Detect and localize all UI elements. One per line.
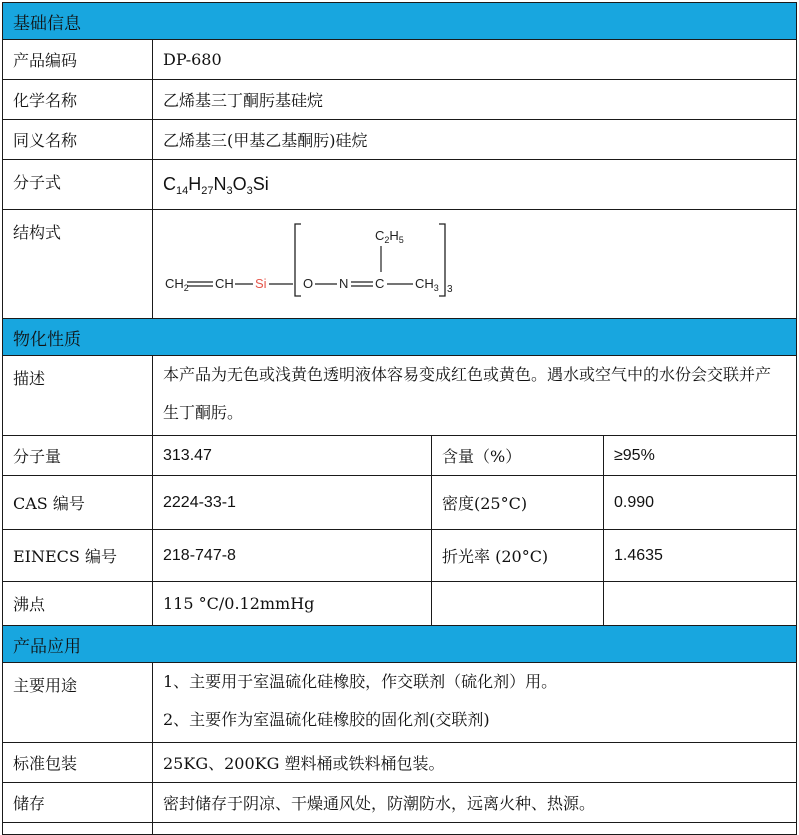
- packaging-value: 25KG、200KG 塑料桶或铁料桶包装。: [153, 743, 797, 783]
- section-title: 产品应用: [3, 626, 797, 663]
- cas-number-value: 2224-33-1: [153, 476, 432, 530]
- product-spec-table: [2, 2, 797, 835]
- ch-group: CH: [215, 276, 234, 291]
- nitrogen-atom: N: [339, 276, 349, 291]
- section-header-basic: [3, 3, 797, 40]
- row-label: 含量（%）: [432, 436, 604, 476]
- boiling-point-value: 115 °C/0.12mmHg: [153, 582, 432, 626]
- density-value: 0.990: [604, 476, 797, 530]
- repeat-count: 3: [447, 284, 453, 295]
- section-header-application: [3, 626, 797, 663]
- row-label: 分子式: [3, 160, 153, 210]
- row-label: EINECS 编号: [3, 530, 153, 582]
- row-label: CAS 编号: [3, 476, 153, 530]
- table-row: [3, 40, 797, 80]
- molecular-weight-value: 313.47: [153, 436, 432, 476]
- table-row: [3, 582, 797, 626]
- structural-formula: [153, 210, 797, 319]
- synonym-value: 乙烯基三(甲基乙基酮肟)硅烷: [153, 120, 797, 160]
- methyl-group: $CH_3$: [415, 276, 439, 293]
- row-label: 标准包装: [3, 743, 153, 783]
- section-title: 基础信息: [3, 3, 797, 40]
- row-label: 分子量: [3, 436, 153, 476]
- row-label: 结构式: [3, 210, 153, 319]
- section-title: 物化性质: [3, 319, 797, 356]
- product-code-value: DP-680: [153, 40, 797, 80]
- content-value: ≥95%: [604, 436, 797, 476]
- table-row: [3, 120, 797, 160]
- table-row: [3, 436, 797, 476]
- storage-value: 密封储存于阴凉、干燥通风处，防潮防水，远离火种、热源。: [153, 783, 797, 823]
- oxygen-atom: O: [303, 276, 314, 291]
- row-label: 储存: [3, 783, 153, 823]
- empty-cell: [604, 582, 797, 626]
- row-label: 折光率 (20°C): [432, 530, 604, 582]
- table-row: [3, 530, 797, 582]
- silicon-atom: Si: [255, 276, 267, 291]
- table-row: [3, 663, 797, 743]
- table-row: [3, 783, 797, 823]
- structure-diagram: [153, 210, 796, 314]
- einecs-number-value: 218-747-8: [153, 530, 432, 582]
- carbon-atom: C: [375, 276, 385, 291]
- table-row: [3, 160, 797, 210]
- main-use-value: [153, 663, 797, 743]
- left-bracket: [295, 224, 301, 296]
- use-item: 1、主要用于室温硫化硅橡胶，作交联剂（硫化剂）用。: [163, 672, 558, 691]
- table-row: [3, 210, 797, 319]
- ethyl-group: $C_2H_5$: [375, 228, 404, 245]
- section-header-physchem: [3, 319, 797, 356]
- row-label: 同义名称: [3, 120, 153, 160]
- row-label: 描述: [3, 356, 153, 436]
- row-label: 密度(25°C): [432, 476, 604, 530]
- row-label: 主要用途: [3, 663, 153, 743]
- right-bracket: [439, 224, 445, 296]
- row-label: 化学名称: [3, 80, 153, 120]
- row-label: 产品编码: [3, 40, 153, 80]
- table-row: [3, 356, 797, 436]
- use-item: 2、主要作为室温硫化硅橡胶的固化剂(交联剂): [163, 710, 490, 729]
- chemical-name-value: 乙烯基三丁酮肟基硅烷: [153, 80, 797, 120]
- row-label: 沸点: [3, 582, 153, 626]
- table-row: [3, 743, 797, 783]
- empty-cell: [432, 582, 604, 626]
- table-row: [3, 476, 797, 530]
- molecular-formula: $C_{14}H_{27}N_3O_3Si$: [153, 160, 797, 210]
- description-value: 本产品为无色或浅黄色透明液体容易变成红色或黄色。遇水或空气中的水份会交联并产生丁酮肟。: [153, 356, 797, 436]
- table-row: [3, 80, 797, 120]
- ch2-group: $CH_2$: [165, 276, 189, 293]
- refractive-index-value: 1.4635: [604, 530, 797, 582]
